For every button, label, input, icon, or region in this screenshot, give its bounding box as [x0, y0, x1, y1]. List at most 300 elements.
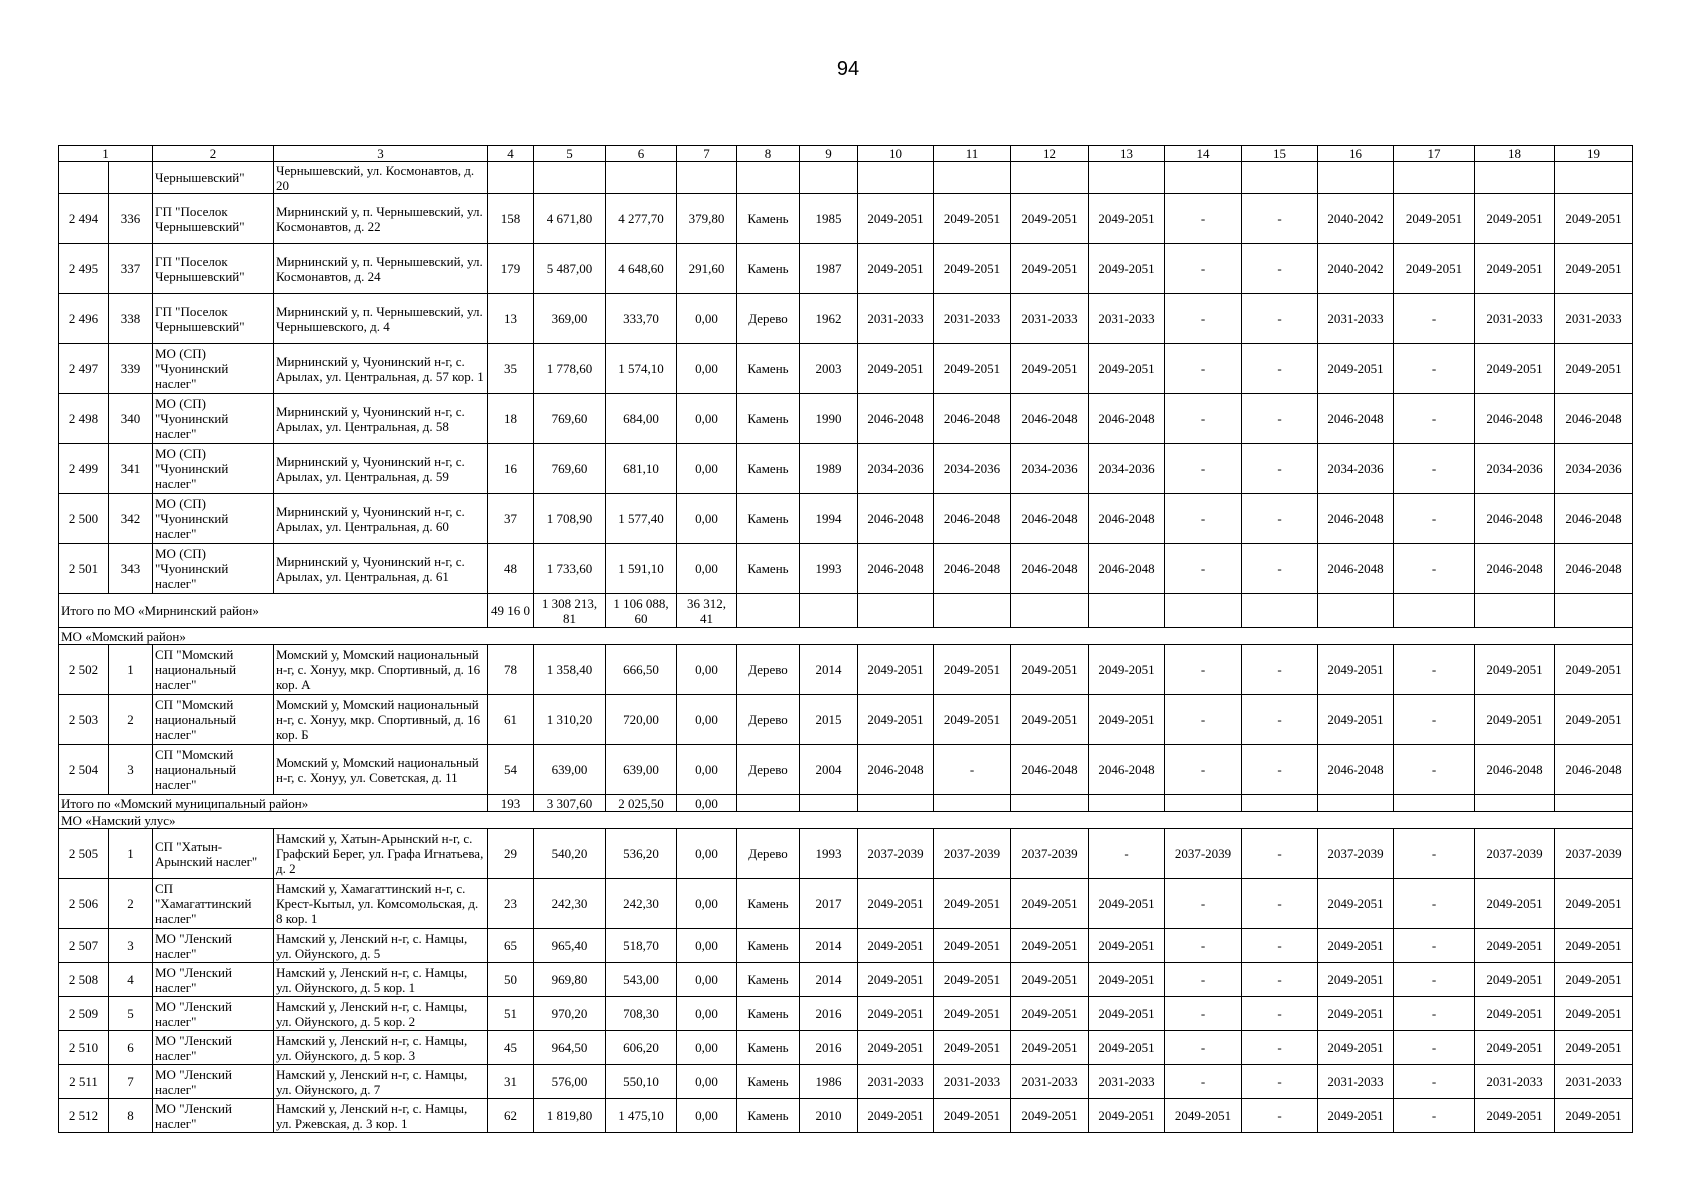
cell-area-living: 536,20: [606, 829, 677, 879]
cell-period: 2034-2036: [1555, 444, 1633, 494]
cell-period: -: [1242, 294, 1318, 344]
cell-period: -: [1394, 929, 1475, 963]
cell-period: -: [1242, 1065, 1318, 1099]
cell-material: Камень: [737, 1031, 800, 1065]
cell-area-living: 4 648,60: [606, 244, 677, 294]
cell-period: -: [1165, 494, 1242, 544]
cell-empty: [1394, 594, 1475, 628]
cell-empty: [800, 795, 858, 812]
cell-period: 2031-2033: [1555, 294, 1633, 344]
cell-area-total: 1 778,60: [534, 344, 606, 394]
cell-address: Намский у, Хатын-Арынский н-г, с. Графский Берег, ул. Графа Игнатьева, д. 2: [274, 829, 488, 879]
cell-period: -: [1165, 244, 1242, 294]
cell-period: 2046-2048: [934, 494, 1011, 544]
cell-period: 2049-2051: [858, 194, 934, 244]
cell-material: Камень: [737, 194, 800, 244]
section-header-row: [59, 812, 1633, 829]
cell-period: 2049-2051: [858, 344, 934, 394]
cell-period: 2049-2051: [934, 963, 1011, 997]
cell-area-living: 1 574,10: [606, 344, 677, 394]
cell-reg-no: 2 501: [59, 544, 109, 594]
cell-owner: ГП "Поселок Чернышевский": [153, 244, 274, 294]
cell-local-no: 7: [109, 1065, 153, 1099]
cell-year: 1993: [800, 544, 858, 594]
column-number: 6: [606, 146, 677, 162]
total-value: 0,00: [677, 795, 737, 812]
column-number: 15: [1242, 146, 1318, 162]
cell-area-nonres: 0,00: [677, 997, 737, 1031]
cell-period: -: [1242, 1031, 1318, 1065]
cell-year: 1989: [800, 444, 858, 494]
cell-empty: [800, 162, 858, 194]
cell-year: 2014: [800, 929, 858, 963]
cell-reg-no: 2 497: [59, 344, 109, 394]
cell-period: -: [1242, 695, 1318, 745]
cell-area-nonres: 0,00: [677, 494, 737, 544]
table-row: [59, 344, 1633, 394]
cell-empty: [1555, 162, 1633, 194]
cell-period: 2031-2033: [1089, 294, 1165, 344]
cell-period: 2037-2039: [934, 829, 1011, 879]
cell-area-nonres: 0,00: [677, 394, 737, 444]
cell-owner: МО (СП) "Чуонинский наслег": [153, 544, 274, 594]
cell-owner: ГП "Поселок Чернышевский": [153, 294, 274, 344]
cell-period: 2046-2048: [1089, 745, 1165, 795]
cell-period: -: [1394, 544, 1475, 594]
cell-area-living: 666,50: [606, 645, 677, 695]
cell-area-nonres: 291,60: [677, 244, 737, 294]
cell-period: 2049-2051: [1555, 645, 1633, 695]
cell-owner: МО "Ленский наслег": [153, 997, 274, 1031]
cell-empty: [1165, 162, 1242, 194]
cell-area-total: 769,60: [534, 394, 606, 444]
cell-empty: [1242, 795, 1318, 812]
cell-period: 2031-2033: [1011, 1065, 1089, 1099]
cell-address: Момский у, Момский национальный н-г, с. Хонуу, мкр. Спортивный, д. 16 кор. А: [274, 645, 488, 695]
cell-period: -: [1242, 963, 1318, 997]
cell-period: 2049-2051: [1089, 194, 1165, 244]
cell-period: 2046-2048: [934, 544, 1011, 594]
cell-area-nonres: 0,00: [677, 544, 737, 594]
cell-address: Намский у, Хамагаттинский н-г, с. Крест-Кытыл, ул. Комсомольская, д. 8 кор. 1: [274, 879, 488, 929]
cell-address: Мирнинский у, Чуонинский н-г, с. Арылах, ул. Центральная, д. 60: [274, 494, 488, 544]
cell-address: Мирнинский у, п. Чернышевский, ул. Космонавтов, д. 22: [274, 194, 488, 244]
column-number: 9: [800, 146, 858, 162]
cell-period: 2049-2051: [1555, 997, 1633, 1031]
cell-area-living: 684,00: [606, 394, 677, 444]
cell-period: 2049-2051: [1011, 1031, 1089, 1065]
cell-period: 2049-2051: [858, 997, 934, 1031]
cell-local-no: 342: [109, 494, 153, 544]
cell-period: 2031-2033: [1475, 1065, 1555, 1099]
cell-period: -: [934, 745, 1011, 795]
cell-period: -: [1242, 997, 1318, 1031]
section-title: МО «Момский район»: [59, 628, 1633, 645]
cell-area-nonres: 0,00: [677, 963, 737, 997]
cell-address: Мирнинский у, п. Чернышевский, ул. Чернышевского, д. 4: [274, 294, 488, 344]
cell-area-living: 1 577,40: [606, 494, 677, 544]
cell-period: 2037-2039: [1555, 829, 1633, 879]
cell-period: 2046-2048: [858, 544, 934, 594]
cell-empty: [737, 162, 800, 194]
cell-empty: [1475, 795, 1555, 812]
register-table: [58, 145, 1633, 1133]
cell-area-living: 543,00: [606, 963, 677, 997]
cell-owner: МО (СП) "Чуонинский наслег": [153, 344, 274, 394]
cell-period: 2049-2051: [858, 645, 934, 695]
cell-empty: [606, 162, 677, 194]
cell-period: 2049-2051: [858, 929, 934, 963]
cell-period: -: [1394, 879, 1475, 929]
cell-empty: [1555, 594, 1633, 628]
cell-period: 2049-2051: [1555, 1099, 1633, 1133]
cell-local-no: 3: [109, 745, 153, 795]
cell-year: 2014: [800, 963, 858, 997]
cell-period: 2049-2051: [1475, 645, 1555, 695]
cell-address: Мирнинский у, Чуонинский н-г, с. Арылах, ул. Центральная, д. 57 кор. 1: [274, 344, 488, 394]
cell-material: Дерево: [737, 294, 800, 344]
cell-empty: [1165, 594, 1242, 628]
cell-period: -: [1165, 695, 1242, 745]
cell-reg-no: 2 505: [59, 829, 109, 879]
cell-owner: СП "Момский национальный наслег": [153, 745, 274, 795]
total-label: Итого по МО «Мирнинский район»: [59, 594, 488, 628]
cell-period: 2049-2051: [1318, 929, 1394, 963]
cell-area-total: 1 819,80: [534, 1099, 606, 1133]
cell-empty: [1555, 795, 1633, 812]
cell-year: 1987: [800, 244, 858, 294]
cell-area-nonres: 0,00: [677, 695, 737, 745]
cell-year: 2016: [800, 1031, 858, 1065]
column-number: 19: [1555, 146, 1633, 162]
cell-local-no: 336: [109, 194, 153, 244]
total-value: 49 16 0: [488, 594, 534, 628]
cell-local-no: 343: [109, 544, 153, 594]
cell-period: -: [1394, 1065, 1475, 1099]
cell-empty: [534, 162, 606, 194]
total-row: [59, 795, 1633, 812]
cell-reg-no: 2 499: [59, 444, 109, 494]
cell-period: 2049-2051: [934, 1099, 1011, 1133]
cell-period: 2046-2048: [1475, 394, 1555, 444]
cell-period: 2046-2048: [1318, 544, 1394, 594]
cell-reg-no: 2 494: [59, 194, 109, 244]
cell-owner: МО "Ленский наслег": [153, 929, 274, 963]
cell-area-living: 333,70: [606, 294, 677, 344]
cell-period: -: [1242, 1099, 1318, 1133]
column-number: 18: [1475, 146, 1555, 162]
cell-year: 2016: [800, 997, 858, 1031]
cell-period: 2046-2048: [858, 745, 934, 795]
cell-period: 2037-2039: [1475, 829, 1555, 879]
cell-period: 2049-2051: [1011, 997, 1089, 1031]
cell-address: Мирнинский у, п. Чернышевский, ул. Космонавтов, д. 24: [274, 244, 488, 294]
page-number: 94: [836, 58, 860, 80]
cell-period: 2049-2051: [1089, 1031, 1165, 1065]
cell-period: 2049-2051: [1555, 344, 1633, 394]
cell-period: -: [1394, 997, 1475, 1031]
cell-period: 2037-2039: [1165, 829, 1242, 879]
cell-period: -: [1394, 294, 1475, 344]
cell-area-total: 1 310,20: [534, 695, 606, 745]
cell-area-living: 242,30: [606, 879, 677, 929]
cell-empty: [1475, 162, 1555, 194]
cell-empty: [1242, 594, 1318, 628]
cell-reg-no: 2 506: [59, 879, 109, 929]
cell-local-no: 341: [109, 444, 153, 494]
cell-apartments: 29: [488, 829, 534, 879]
cell-period: 2037-2039: [1318, 829, 1394, 879]
cell-apartments: 37: [488, 494, 534, 544]
cell-period: 2049-2051: [1555, 963, 1633, 997]
cell-period: 2049-2051: [1011, 879, 1089, 929]
total-value: 193: [488, 795, 534, 812]
cell-period: 2049-2051: [934, 645, 1011, 695]
table-row: [59, 1099, 1633, 1133]
cell-period: 2049-2051: [1011, 194, 1089, 244]
cell-empty: [858, 162, 934, 194]
cell-period: 2049-2051: [1555, 244, 1633, 294]
cell-period: 2031-2033: [934, 294, 1011, 344]
cell-material: Дерево: [737, 645, 800, 695]
cell-area-nonres: 0,00: [677, 444, 737, 494]
cell-period: -: [1165, 444, 1242, 494]
cell-period: 2046-2048: [1555, 745, 1633, 795]
cell-period: 2049-2051: [1011, 645, 1089, 695]
column-number: 17: [1394, 146, 1475, 162]
cell-apartments: 45: [488, 1031, 534, 1065]
cell-period: -: [1394, 1031, 1475, 1065]
cell-empty: [934, 594, 1011, 628]
cell-empty: [1011, 162, 1089, 194]
cell-material: Камень: [737, 1099, 800, 1133]
cell-period: 2049-2051: [934, 244, 1011, 294]
cell-period: 2049-2051: [1475, 929, 1555, 963]
column-number: 7: [677, 146, 737, 162]
cell-year: 1994: [800, 494, 858, 544]
cell-period: 2031-2033: [858, 1065, 934, 1099]
cell-material: Камень: [737, 344, 800, 394]
table-row: [59, 444, 1633, 494]
column-number: 1: [59, 146, 153, 162]
total-row: [59, 594, 1633, 628]
cell-year: 2004: [800, 745, 858, 795]
cell-period: 2049-2051: [1394, 244, 1475, 294]
cell-period: 2049-2051: [1475, 695, 1555, 745]
cell-period: -: [1165, 394, 1242, 444]
cell-period: 2049-2051: [1318, 997, 1394, 1031]
cell-period: 2034-2036: [1475, 444, 1555, 494]
cell-address: Намский у, Ленский н-г, с. Намцы, ул. Ойунского, д. 5 кор. 2: [274, 997, 488, 1031]
cell-period: 2049-2051: [1165, 1099, 1242, 1133]
cell-period: -: [1394, 394, 1475, 444]
cell-period: 2031-2033: [1475, 294, 1555, 344]
cell-period: 2049-2051: [1318, 963, 1394, 997]
cell-owner: МО (СП) "Чуонинский наслег": [153, 494, 274, 544]
cell-area-total: 369,00: [534, 294, 606, 344]
cell-period: -: [1165, 879, 1242, 929]
cell-year: 2015: [800, 695, 858, 745]
cell-owner: ГП "Поселок Чернышевский": [153, 194, 274, 244]
cell-period: 2049-2051: [1475, 879, 1555, 929]
cell-period: 2049-2051: [1475, 963, 1555, 997]
cell-period: -: [1165, 544, 1242, 594]
cell-local-no: 2: [109, 695, 153, 745]
cell-period: 2049-2051: [858, 879, 934, 929]
cell-period: 2049-2051: [1555, 1031, 1633, 1065]
cell-period: 2049-2051: [1555, 929, 1633, 963]
cell-year: 2003: [800, 344, 858, 394]
cell-reg-no: 2 507: [59, 929, 109, 963]
cell-area-nonres: 0,00: [677, 1099, 737, 1133]
cell-material: Дерево: [737, 695, 800, 745]
cell-area-living: 1 475,10: [606, 1099, 677, 1133]
cell-period: 2049-2051: [1011, 344, 1089, 394]
cell-period: 2049-2051: [1318, 695, 1394, 745]
table-row: [59, 829, 1633, 879]
cell-period: 2049-2051: [1089, 879, 1165, 929]
cell-empty: [1242, 162, 1318, 194]
cell-period: 2046-2048: [1475, 745, 1555, 795]
cell-area-nonres: 0,00: [677, 645, 737, 695]
cell-period: 2031-2033: [1318, 294, 1394, 344]
cell-period: -: [1394, 494, 1475, 544]
cell-period: -: [1394, 645, 1475, 695]
cell-period: 2040-2042: [1318, 244, 1394, 294]
section-title: МО «Намский улус»: [59, 812, 1633, 829]
cell-material: Камень: [737, 879, 800, 929]
cell-material: Дерево: [737, 745, 800, 795]
cell-period: 2046-2048: [1089, 494, 1165, 544]
column-number: 11: [934, 146, 1011, 162]
cell-year: 1962: [800, 294, 858, 344]
cell-period: 2049-2051: [1318, 1031, 1394, 1065]
table-row: [59, 244, 1633, 294]
cell-period: 2034-2036: [1089, 444, 1165, 494]
cell-area-nonres: 379,80: [677, 194, 737, 244]
cell-apartments: 61: [488, 695, 534, 745]
cell-address: Мирнинский у, Чуонинский н-г, с. Арылах, ул. Центральная, д. 59: [274, 444, 488, 494]
total-value: 1 106 088, 60: [606, 594, 677, 628]
cell-reg-no: 2 500: [59, 494, 109, 544]
cell-area-nonres: 0,00: [677, 1065, 737, 1099]
table-row: [59, 544, 1633, 594]
cell-local-no: 1: [109, 829, 153, 879]
cell-owner: МО (СП) "Чуонинский наслег": [153, 394, 274, 444]
cell-period: 2046-2048: [1089, 544, 1165, 594]
cell-owner: СП "Момский национальный наслег": [153, 645, 274, 695]
cell-owner: СП "Момский национальный наслег": [153, 695, 274, 745]
cell-empty: [1089, 162, 1165, 194]
table-row: [59, 997, 1633, 1031]
cell-period: 2049-2051: [1318, 645, 1394, 695]
cell-period: 2049-2051: [1011, 929, 1089, 963]
cell-period: 2049-2051: [1475, 344, 1555, 394]
cell-period: 2049-2051: [1555, 695, 1633, 745]
cell-period: -: [1165, 997, 1242, 1031]
cell-period: 2049-2051: [858, 1031, 934, 1065]
cell-period: -: [1242, 194, 1318, 244]
cell-year: 2010: [800, 1099, 858, 1133]
cell-period: 2031-2033: [1089, 1065, 1165, 1099]
cell-period: -: [1165, 745, 1242, 795]
cell-empty: [1475, 594, 1555, 628]
total-label: Итого по «Момский муниципальный район»: [59, 795, 488, 812]
cell-material: Камень: [737, 1065, 800, 1099]
column-number-row: [59, 146, 1633, 162]
cell-apartments: 78: [488, 645, 534, 695]
cell-address: Мирнинский у, Чуонинский н-г, с. Арылах, ул. Центральная, д. 58: [274, 394, 488, 444]
cell-material: Камень: [737, 544, 800, 594]
cell-reg-no: 2 496: [59, 294, 109, 344]
section-header-row: [59, 628, 1633, 645]
cell-apartments: 62: [488, 1099, 534, 1133]
cell-area-living: 1 591,10: [606, 544, 677, 594]
cell-area-total: 1 358,40: [534, 645, 606, 695]
cell-period: -: [1165, 1065, 1242, 1099]
cell-area-total: 242,30: [534, 879, 606, 929]
cell-period: 2049-2051: [1011, 695, 1089, 745]
cell-empty: [1011, 594, 1089, 628]
cell-area-living: 606,20: [606, 1031, 677, 1065]
cell-year: 2014: [800, 645, 858, 695]
cell-period: 2049-2051: [1011, 1099, 1089, 1133]
cell-local-no: 339: [109, 344, 153, 394]
cell-period: -: [1242, 344, 1318, 394]
cell-period: 2040-2042: [1318, 194, 1394, 244]
cell-period: 2034-2036: [1011, 444, 1089, 494]
cell-period: -: [1394, 745, 1475, 795]
column-number: 4: [488, 146, 534, 162]
cell-area-total: 576,00: [534, 1065, 606, 1099]
cell-period: 2049-2051: [1475, 1099, 1555, 1133]
total-value: 3 307,60: [534, 795, 606, 812]
table-row: [59, 745, 1633, 795]
column-number: 12: [1011, 146, 1089, 162]
cell-owner: МО "Ленский наслег": [153, 963, 274, 997]
cell-empty: [59, 162, 109, 194]
cell-material: Камень: [737, 394, 800, 444]
cell-period: 2046-2048: [1089, 394, 1165, 444]
cell-period: 2049-2051: [1011, 244, 1089, 294]
cell-area-living: 4 277,70: [606, 194, 677, 244]
table-row: [59, 394, 1633, 444]
cell-empty: [1089, 594, 1165, 628]
cell-period: 2049-2051: [1555, 879, 1633, 929]
cell-apartments: 31: [488, 1065, 534, 1099]
cell-area-nonres: 0,00: [677, 745, 737, 795]
cell-period: -: [1394, 963, 1475, 997]
cell-reg-no: 2 511: [59, 1065, 109, 1099]
cell-period: -: [1242, 244, 1318, 294]
cell-period: 2049-2051: [858, 244, 934, 294]
cell-area-living: 708,30: [606, 997, 677, 1031]
cell-year: 2017: [800, 879, 858, 929]
cell-period: -: [1089, 829, 1165, 879]
cell-empty: [1394, 162, 1475, 194]
cell-period: 2034-2036: [934, 444, 1011, 494]
cell-owner: Чернышевский": [153, 162, 274, 194]
cell-apartments: 179: [488, 244, 534, 294]
column-number: 8: [737, 146, 800, 162]
cell-empty: [1318, 594, 1394, 628]
cell-empty: [1394, 795, 1475, 812]
cell-period: -: [1394, 1099, 1475, 1133]
cell-period: 2049-2051: [1555, 194, 1633, 244]
cell-period: 2049-2051: [1089, 1099, 1165, 1133]
cell-area-living: 681,10: [606, 444, 677, 494]
cell-period: 2049-2051: [1089, 244, 1165, 294]
